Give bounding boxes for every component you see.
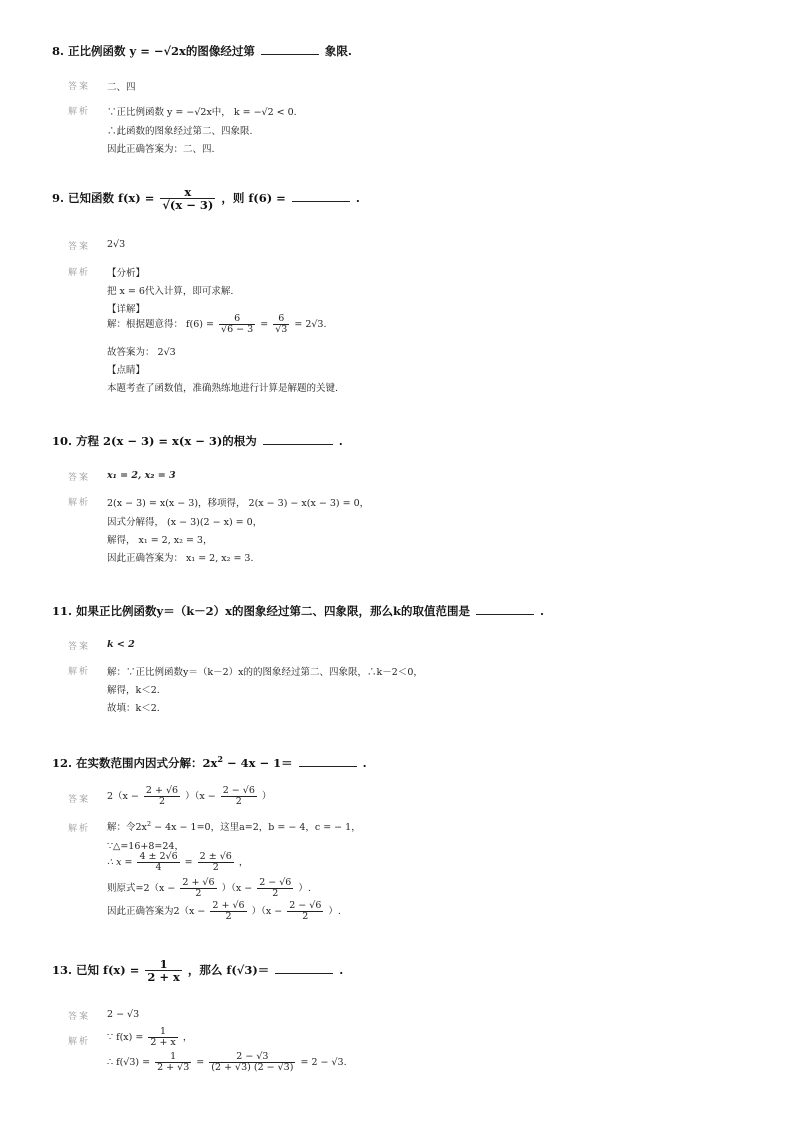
q9-analysis-line: 【详解】 — [107, 304, 146, 315]
q9-analysis-line: 把 x = 6代入计算，即可求解. — [107, 286, 234, 297]
q9-analysis-line: 【点睛】 — [107, 365, 146, 376]
q13-l2-den-1: 2 + √3 — [157, 1061, 190, 1073]
q13-l2-num-1: 1 — [170, 1051, 177, 1062]
q12-ans-text-3: ） — [261, 791, 272, 803]
q9-l4-frac-1 — [219, 314, 255, 335]
q13-l2-text: ∴ f(√3) = — [107, 1057, 151, 1069]
q9-fraction — [160, 186, 215, 212]
q9-l4-num-2: 6 — [278, 313, 285, 324]
q10-analysis-line: 因式分解得， (x − 3)(2 − x) = 0， — [107, 517, 263, 528]
q8-answer-label: 答案 — [68, 82, 91, 92]
q9-analysis-line: 故答案为： 2√3 — [107, 347, 176, 358]
q9-stem-text-2: ，则 f(6) = — [221, 190, 286, 205]
q13-l1-num: 1 — [160, 1026, 167, 1037]
q13-l1-text: ∵ f(x) = — [107, 1032, 144, 1044]
q12-stem-text: 12. 在实数范围内因式分解：2x — [52, 755, 218, 770]
q12-l3-frac-1 — [137, 852, 179, 873]
q12-l3-eq: = — [184, 857, 193, 869]
q12-l5-den-2: 2 — [287, 911, 323, 922]
q12-analysis-line — [107, 819, 361, 833]
q13-denominator: 2 + x — [147, 970, 180, 985]
q11-stem-text: 11. 如果正比例函数y＝（k－2）x的图象经过第二、四象限，那么k的取值范围是 — [52, 604, 470, 618]
q9-l4-result: = 2√3. — [294, 319, 327, 331]
q12-l4-text-2: ）（x − — [221, 883, 253, 895]
q9-analysis-label: 解析 — [68, 268, 91, 278]
q9-l4-eq: = — [260, 319, 269, 331]
q12-l5-num-1: 2 + √6 — [212, 900, 245, 911]
q13-stem-end: . — [339, 962, 344, 977]
q9-l4-text: 解：根据题意得： f(6) = — [107, 319, 214, 331]
q12-l5-frac-2 — [287, 901, 323, 922]
q10-stem-text: 10. 方程 2(x − 3) = x(x − 3)的根为 — [52, 434, 257, 448]
q12-l3-den-1: 4 — [137, 862, 179, 873]
q12-l3-frac-2 — [198, 852, 234, 873]
question-10-stem — [52, 433, 343, 449]
q13-l2-eq: = — [196, 1057, 205, 1069]
question-13-stem — [52, 958, 343, 984]
q11-stem-end: . — [539, 604, 544, 618]
q13-analysis-line — [107, 1027, 192, 1048]
q8-answer: 二、四 — [107, 82, 136, 93]
q8-analysis-line: ∴此函数的图象经过第二、四象限. — [107, 126, 253, 137]
q12-analysis-line — [107, 901, 341, 922]
q9-l4-den-2: √3 — [275, 323, 288, 335]
question-9-stem — [52, 186, 360, 212]
q9-analysis-line: 【分析】 — [107, 268, 146, 279]
q13-l1-end: ， — [182, 1032, 193, 1044]
q12-stem-text-2: − 4x − 1＝ — [222, 755, 293, 770]
q12-answer — [107, 786, 271, 807]
q8-stem-text: 8. 正比例函数 y = −√2x的图像经过第 — [52, 44, 255, 58]
q13-l2-den-2: (2 + √3) (2 − √3) — [211, 1061, 294, 1073]
q12-l4-num-1: 2 + √6 — [182, 877, 215, 888]
q12-l5-text: 因此正确答案为2（x − — [107, 906, 206, 918]
q13-l2-num-2: 2 − √3 — [236, 1051, 269, 1062]
q9-l4-num-1: 6 — [234, 313, 241, 324]
q13-answer-label: 答案 — [68, 1012, 91, 1022]
q13-fraction — [145, 958, 182, 984]
q9-l4-frac-2 — [273, 314, 289, 335]
q12-l5-frac-1 — [210, 901, 246, 922]
q12-l4-end: ）. — [298, 883, 311, 895]
q8-analysis-line: ∵正比例函数 y = −√2x中， k = −√2 < 0. — [107, 107, 297, 118]
q12-ans-num-2: 2 − √6 — [222, 785, 255, 796]
q13-l1-den: 2 + x — [150, 1036, 176, 1048]
q10-analysis-label: 解析 — [68, 498, 91, 508]
q12-analysis-line — [107, 852, 248, 873]
q8-answer-blank — [261, 53, 319, 55]
q12-answer-label: 答案 — [68, 795, 91, 805]
q9-numerator: x — [184, 185, 192, 199]
q12-l1-exponent: 2 — [146, 819, 152, 828]
q12-ans-den-1: 2 — [144, 796, 180, 807]
q12-l3-num-2: 2 ± √6 — [199, 851, 232, 862]
q11-answer-label: 答案 — [68, 642, 91, 652]
q8-stem-end: 象限. — [324, 44, 352, 58]
q12-l3-den-2: 2 — [198, 862, 234, 873]
q12-analysis-line — [107, 878, 311, 899]
q11-analysis-line: 解得，k＜2. — [107, 685, 160, 696]
q12-stem-exponent: 2 — [217, 754, 223, 764]
q12-ans-num-1: 2 + √6 — [145, 785, 179, 796]
q13-numerator: 1 — [159, 957, 168, 971]
q12-l5-den-1: 2 — [210, 911, 246, 922]
q10-answer-blank — [263, 443, 333, 445]
q12-ans-text: 2（x − — [107, 791, 139, 803]
q13-l1-frac — [148, 1027, 177, 1048]
q10-answer-label: 答案 — [68, 473, 91, 483]
q9-stem-text: 9. 已知函数 f(x) = — [52, 190, 155, 205]
q11-analysis-line: 解：∵正比例函数y＝（k－2）x的的图象经过第二、四象限，∴k－2＜0， — [107, 667, 423, 678]
q9-stem-end: . — [355, 190, 360, 205]
q13-stem-text: 13. 已知 f(x) = — [52, 962, 140, 977]
q13-analysis-label: 解析 — [68, 1037, 91, 1047]
q12-l4-text: 则原式=2（x − — [107, 883, 176, 895]
q12-ans-text-2: ）（x − — [185, 791, 216, 803]
q13-stem-text-2: ，那么 f(√3)＝ — [187, 962, 270, 977]
q12-l4-frac-1 — [180, 878, 216, 899]
q8-analysis-line: 因此正确答案为：二、四. — [107, 144, 215, 155]
q12-answer-blank — [299, 765, 357, 767]
q9-answer-label: 答案 — [68, 242, 91, 252]
q12-l4-den-1: 2 — [180, 888, 216, 899]
q12-l3-num-1: 4 ± 2√6 — [139, 851, 178, 862]
q12-analysis-line: ∵△=16+8=24， — [107, 841, 184, 852]
q13-l2-result: = 2 − √3. — [300, 1057, 347, 1069]
q13-l2-frac-2 — [209, 1052, 295, 1073]
q12-ans-den-2: 2 — [221, 796, 257, 807]
q9-answer-blank — [292, 200, 350, 202]
question-8-stem — [52, 43, 352, 59]
q12-ans-frac-1 — [144, 786, 180, 807]
q12-analysis-label: 解析 — [68, 824, 91, 834]
q12-l5-end: ）. — [328, 906, 341, 918]
q13-l2-frac-1 — [155, 1052, 191, 1073]
q12-l1-text-2: − 4x − 1=0，这里a=2，b = − 4，c = − 1， — [151, 822, 361, 833]
q12-l5-text-2: ）（x − — [251, 906, 283, 918]
q11-analysis-line: 故填：k＜2. — [107, 703, 160, 714]
q11-answer-blank — [476, 613, 534, 615]
q10-analysis-line: 2(x − 3) = x(x − 3)，移项得， 2(x − 3) − x(x − 3) = 0， — [107, 498, 370, 509]
q10-stem-end: . — [338, 434, 343, 448]
q10-analysis-line: 因此正确答案为： x₁ = 2, x₂ = 3. — [107, 553, 254, 564]
q12-ans-frac-2 — [221, 786, 257, 807]
q12-l5-num-2: 2 − √6 — [289, 900, 322, 911]
q12-stem-end: . — [362, 755, 367, 770]
q11-answer: k < 2 — [107, 639, 135, 650]
q12-l1-text: 解：令2x — [107, 822, 147, 833]
q13-answer: 2 − √3 — [107, 1009, 140, 1020]
q13-answer-blank — [275, 972, 333, 974]
question-11-stem — [52, 603, 544, 619]
q12-l4-den-2: 2 — [257, 888, 293, 899]
q11-analysis-label: 解析 — [68, 667, 91, 677]
q8-analysis-label: 解析 — [68, 107, 91, 117]
q9-denominator: √(x − 3) — [162, 198, 214, 213]
q13-analysis-line — [107, 1052, 347, 1073]
question-12-stem — [52, 754, 367, 771]
q12-l3-text: ∴ x = — [107, 857, 133, 869]
q12-l4-num-2: 2 − √6 — [259, 877, 292, 888]
q9-analysis-line: 本题考查了函数值，准确熟练地进行计算是解题的关键. — [107, 383, 339, 394]
q12-l3-end: ， — [238, 857, 249, 869]
q10-answer: x₁ = 2, x₂ = 3 — [107, 470, 176, 481]
q9-l4-den-1: √6 − 3 — [221, 323, 254, 335]
q12-l4-frac-2 — [257, 878, 293, 899]
q9-analysis-line — [107, 314, 327, 335]
q10-analysis-line: 解得， x₁ = 2, x₂ = 3， — [107, 535, 213, 546]
q9-answer: 2√3 — [107, 239, 126, 250]
